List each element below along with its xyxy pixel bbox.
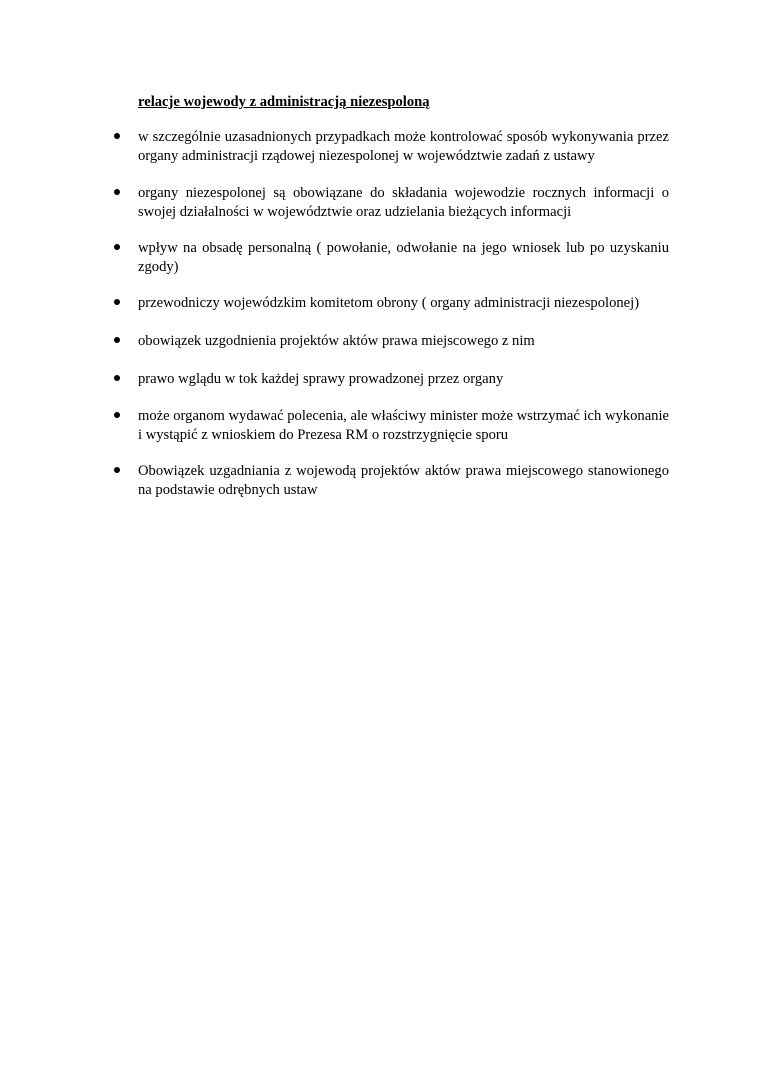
list-item-text: wpływ na obsadę personalną ( powołanie, odwołanie na jego wniosek lub po uzyskaniu zgody) [138,240,669,275]
list-item-text: Obowiązek uzgadniania z wojewodą projektów aktów prawa miejscowego stanowionego na podstawie odrębnych ustaw [138,463,669,498]
bullet-icon [114,412,120,418]
list-item-text: prawo wglądu w tok każdej sprawy prowadzonej przez organy [138,371,504,387]
bullet-icon [114,467,120,473]
list-item-text: może organom wydawać polecenia, ale właściwy minister może wstrzymać ich wykonanie i wystąpić z wnioskiem do Prezesa RM o rozstrzygnięcie sporu [138,408,669,443]
list-item-text: przewodniczy wojewódzkim komitetom obrony ( organy administracji niezespolonej) [138,295,640,311]
bullet-icon [114,337,120,343]
bullet-icon [114,244,120,250]
document-heading: relacje wojewody z administracją niezespoloną [138,94,430,110]
list-item-text: obowiązek uzgodnienia projektów aktów prawa miejscowego z nim [138,333,535,349]
bullet-icon [114,133,120,139]
list-item-text: w szczególnie uzasadnionych przypadkach może kontrolować sposób wykonywania przez organy administracji rządowej niezespolonej w województwie zadań z ustawy [138,129,669,164]
list-item-text: organy niezespolonej są obowiązane do składania wojewodzie rocznych informacji o swojej działalności w województwie oraz udzielania bieżących informacji [138,185,669,220]
bullet-icon [114,299,120,305]
bullet-icon [114,189,120,195]
bullet-icon [114,375,120,381]
